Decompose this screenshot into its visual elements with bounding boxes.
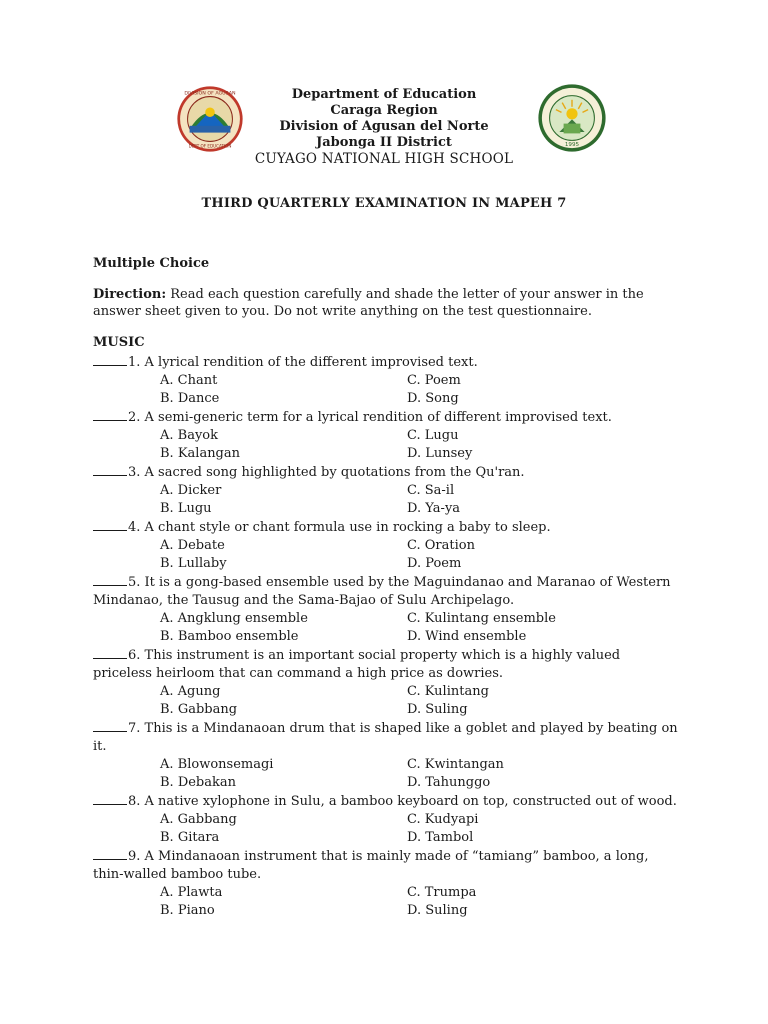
option: A. Gabbang bbox=[160, 812, 237, 827]
direction-text: Read each question carefully and shade the letter of your answer in the answer sheet given to you. Do not write anything on the test questionnaire. bbox=[93, 287, 644, 319]
question-text: It is a gong-based ensemble used by the Maguindanao and Maranao of Western Mindanao, the Tausug and the Sama-Bajao of Sulu Archipelago. bbox=[93, 575, 671, 608]
question-stem bbox=[93, 792, 683, 811]
question-stem bbox=[93, 573, 683, 610]
question-text: A chant style or chant formula use in rocking a baby to sleep. bbox=[140, 520, 551, 535]
header-department: Department of Education bbox=[291, 87, 477, 102]
option: D. Song bbox=[407, 391, 459, 406]
question-number: 8. bbox=[128, 794, 141, 809]
option: B. Lugu bbox=[160, 501, 212, 516]
option-grid bbox=[93, 884, 683, 920]
question-item bbox=[93, 646, 683, 719]
option: D. Suling bbox=[407, 903, 468, 918]
question-item bbox=[93, 847, 683, 920]
question-number: 9. bbox=[128, 849, 141, 864]
question-stem bbox=[93, 463, 683, 482]
option: C. Sa-il bbox=[407, 483, 455, 498]
header-district: Jabonga II District bbox=[316, 135, 452, 150]
question-text: A native xylophone in Sulu, a bamboo keyboard on top, constructed out of wood. bbox=[140, 794, 677, 809]
option: A. Plawta bbox=[160, 885, 223, 900]
option: D. Lunsey bbox=[407, 446, 473, 461]
option-grid bbox=[93, 372, 683, 408]
question-item bbox=[93, 573, 683, 646]
question-item bbox=[93, 463, 683, 518]
question-number: 1. bbox=[128, 355, 141, 370]
option: C. Lugu bbox=[407, 428, 459, 443]
option: C. Poem bbox=[407, 373, 461, 388]
option-grid bbox=[93, 482, 683, 518]
option: A. Debate bbox=[160, 538, 225, 553]
option-grid bbox=[93, 756, 683, 792]
header-school: CUYAGO NATIONAL HIGH SCHOOL bbox=[254, 151, 514, 167]
answer-blank bbox=[93, 847, 127, 860]
question-stem bbox=[93, 847, 683, 884]
question-text: A sacred song highlighted by quotations from the Qu'ran. bbox=[140, 465, 525, 480]
option: A. Chant bbox=[160, 373, 218, 388]
question-text: A lyrical rendition of the different improvised text. bbox=[140, 355, 478, 370]
svg-text:DEPT OF EDUCATION: DEPT OF EDUCATION bbox=[188, 143, 232, 149]
option-grid bbox=[93, 683, 683, 719]
question-stem bbox=[93, 518, 683, 537]
option-grid bbox=[93, 537, 683, 573]
header-region: Caraga Region bbox=[330, 103, 438, 118]
question-stem bbox=[93, 719, 683, 756]
question-stem bbox=[93, 353, 683, 372]
section-heading: MUSIC bbox=[93, 335, 145, 350]
question-item bbox=[93, 719, 683, 792]
option: D. Suling bbox=[407, 702, 468, 717]
option: C. Oration bbox=[407, 538, 475, 553]
option: A. Dicker bbox=[160, 483, 222, 498]
direction-label: Direction: bbox=[93, 287, 167, 302]
question-item bbox=[93, 518, 683, 573]
option: B. Bamboo ensemble bbox=[160, 629, 299, 644]
header-division: Division of Agusan del Norte bbox=[279, 119, 489, 134]
option: D. Tahunggo bbox=[407, 775, 491, 790]
question-item bbox=[93, 353, 683, 408]
question-text: A semi-generic term for a lyrical rendition of different improvised text. bbox=[140, 410, 612, 425]
option: B. Kalangan bbox=[160, 446, 241, 461]
option: A. Angklung ensemble bbox=[160, 611, 308, 626]
option: D. Wind ensemble bbox=[407, 629, 527, 644]
option: D. Poem bbox=[407, 556, 462, 571]
question-number: 2. bbox=[128, 410, 141, 425]
answer-blank bbox=[93, 792, 127, 805]
option: A. Bayok bbox=[160, 428, 219, 443]
question-text: This instrument is an important social property which is a highly valued priceless heirloom that can command a high price as dowries. bbox=[93, 648, 621, 681]
option: D. Ya-ya bbox=[407, 501, 461, 516]
direction-paragraph bbox=[93, 286, 683, 320]
option: C. Kulintang bbox=[407, 684, 489, 699]
option: C. Trumpa bbox=[407, 885, 477, 900]
answer-blank bbox=[93, 646, 127, 659]
svg-text:1995: 1995 bbox=[564, 142, 580, 148]
question-text: A Mindanaoan instrument that is mainly made of “tamiang” bamboo, a long, thin-walled bamboo tube. bbox=[93, 849, 649, 882]
option: B. Gabbang bbox=[160, 702, 238, 717]
exam-title: THIRD QUARTERLY EXAMINATION IN MAPEH 7 bbox=[201, 196, 567, 211]
svg-text:DIVISION OF AGUSAN: DIVISION OF AGUSAN bbox=[184, 91, 236, 97]
answer-blank bbox=[93, 719, 127, 732]
question-item bbox=[93, 408, 683, 463]
option: B. Dance bbox=[160, 391, 220, 406]
answer-blank bbox=[93, 463, 127, 476]
option-grid bbox=[93, 811, 683, 847]
option: B. Piano bbox=[160, 903, 215, 918]
question-stem bbox=[93, 408, 683, 427]
answer-blank bbox=[93, 408, 127, 421]
option: B. Debakan bbox=[160, 775, 237, 790]
option-grid bbox=[93, 427, 683, 463]
option: C. Kudyapi bbox=[407, 812, 479, 827]
option: D. Tambol bbox=[407, 830, 474, 845]
test-type-heading: Multiple Choice bbox=[93, 256, 210, 271]
question-stem bbox=[93, 646, 683, 683]
option-grid bbox=[93, 610, 683, 646]
question-list bbox=[93, 353, 683, 920]
question-number: 5. bbox=[128, 575, 141, 590]
answer-blank bbox=[93, 353, 127, 366]
option: B. Gitara bbox=[160, 830, 220, 845]
question-number: 4. bbox=[128, 520, 141, 535]
question-number: 3. bbox=[128, 465, 141, 480]
answer-blank bbox=[93, 573, 127, 586]
answer-blank bbox=[93, 518, 127, 531]
option: A. Blowonsemagi bbox=[160, 757, 274, 772]
question-number: 7. bbox=[128, 721, 141, 736]
option: C. Kulintang ensemble bbox=[407, 611, 556, 626]
question-number: 6. bbox=[128, 648, 141, 663]
option: C. Kwintangan bbox=[407, 757, 504, 772]
document-header bbox=[0, 87, 768, 167]
question-text: This is a Mindanaoan drum that is shaped like a goblet and played by beating on it. bbox=[93, 721, 678, 754]
question-item bbox=[93, 792, 683, 847]
option: B. Lullaby bbox=[160, 556, 227, 571]
option: A. Agung bbox=[160, 684, 221, 699]
